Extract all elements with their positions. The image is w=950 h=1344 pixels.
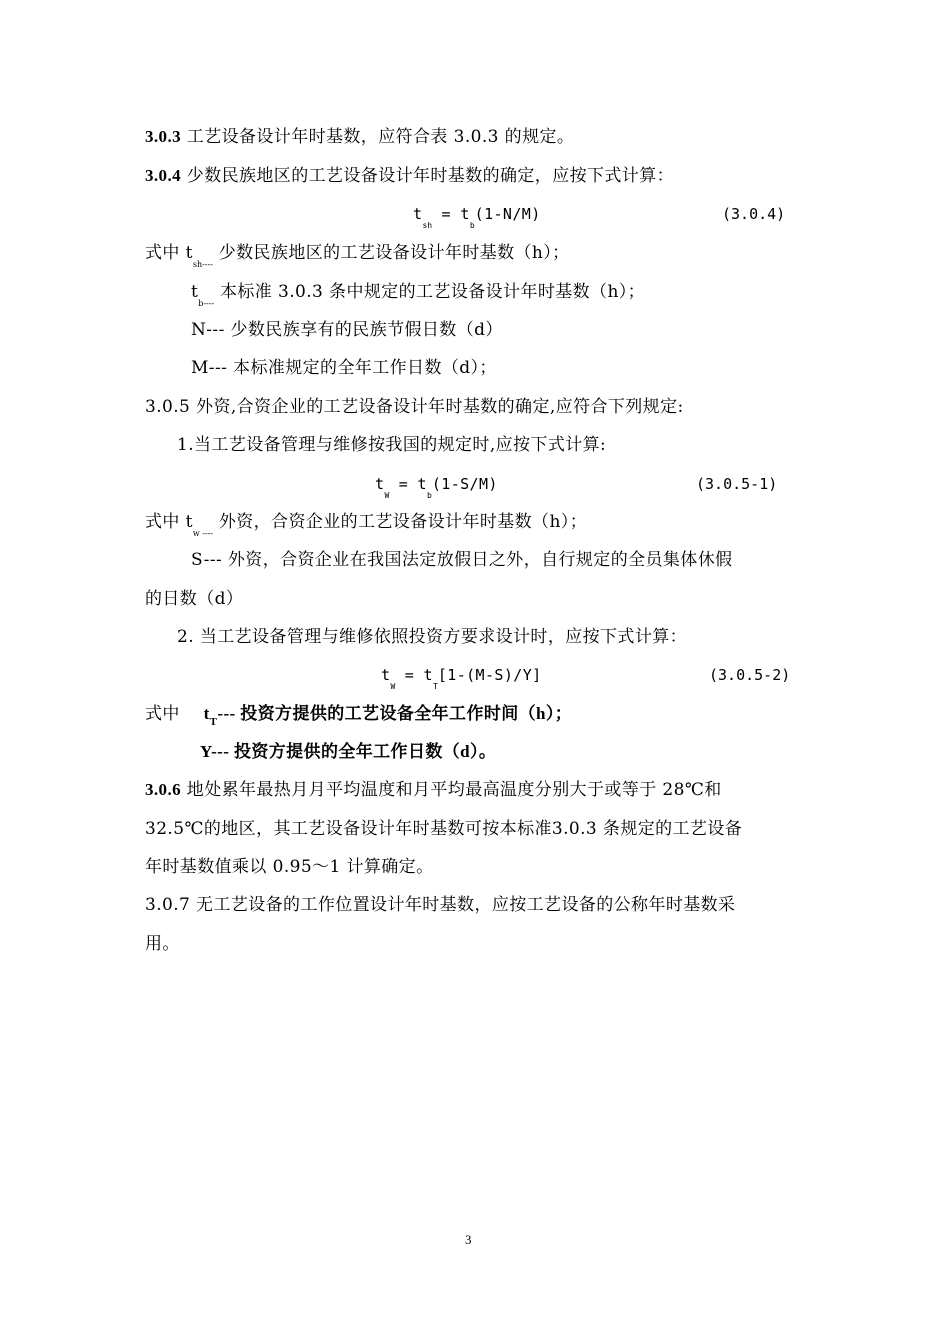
definition-tt: 式中 $t_T---$ 投资方提供的工艺设备全年工作时间（h）；: [145, 704, 573, 728]
clause-text: 工艺设备设计年时基数，应符合表 3.0.3 的规定。: [181, 127, 575, 147]
clause-3-0-5: 3.0.5 外资,合资企业的工艺设备设计年时基数的确定,应符合下列规定:: [145, 397, 684, 417]
formula-3-0-5-1: $t_W = t_b(1-S/M)$: [375, 475, 498, 500]
definition-tb: $t_{b----}$ 本标准 3.0.3 条中规定的工艺设备设计年时基数（h）；: [191, 282, 646, 308]
clause-number: 3.0.4: [145, 166, 181, 185]
definition-tw: 式中 $t_{w ----}$ 外资，合资企业的工艺设备设计年时基数（h）；: [145, 512, 588, 538]
clause-3-0-7: 3.0.7 无工艺设备的工作位置设计年时基数，应按工艺设备的公称年时基数采: [145, 895, 736, 915]
definition-m: M--- 本标准规定的全年工作日数（d）；: [191, 358, 497, 378]
clause-text: 地处累年最热月月平均温度和月平均最高温度分别大于或等于 28℃和: [181, 780, 722, 800]
clause-3-0-7-cont: 用。: [145, 934, 180, 954]
formula-number: (3.0.5-2): [709, 666, 791, 684]
item-2: 2. 当工艺设备管理与维修依照投资方要求设计时，应按下式计算：: [177, 627, 688, 647]
clause-number: 3.0.3: [145, 127, 181, 146]
definition-s-cont: 的日数（d）: [145, 589, 244, 609]
clause-3-0-6-cont2: 年时基数值乘以 0.95～1 计算确定。: [145, 857, 434, 877]
definition-y: Y--- 投资方提供的全年工作日数（d）。: [200, 742, 497, 761]
clause-3-0-3: [145, 126, 574, 148]
clause-number: 3.0.6: [145, 780, 181, 799]
formula-3-0-5-2: $t_W = t_T[1-(M-S)/Y]$: [381, 666, 542, 691]
formula-3-0-4: $t_{sh} = t_b(1-N/M)$: [413, 205, 541, 230]
page-number: 3: [465, 1232, 472, 1247]
definition-tsh: 式中 $t_{sh----}$ 少数民族地区的工艺设备设计年时基数（h）；: [145, 243, 570, 269]
formula-number: (3.0.5-1): [696, 475, 778, 493]
clause-3-0-6: [145, 779, 722, 801]
definition-s: S--- 外资，合资企业在我国法定放假日之外，自行规定的全员集体休假: [191, 550, 733, 570]
definition-n: N--- 少数民族享有的民族节假日数（d）: [191, 320, 503, 340]
formula-number: (3.0.4): [722, 205, 786, 223]
clause-3-0-4: [145, 165, 674, 187]
clause-text: 少数民族地区的工艺设备设计年时基数的确定，应按下式计算：: [181, 166, 675, 186]
item-1: 1.当工艺设备管理与维修按我国的规定时,应按下式计算:: [177, 435, 607, 455]
clause-3-0-6-cont: 32.5℃的地区，其工艺设备设计年时基数可按本标准3.0.3 条规定的工艺设备: [145, 819, 743, 839]
